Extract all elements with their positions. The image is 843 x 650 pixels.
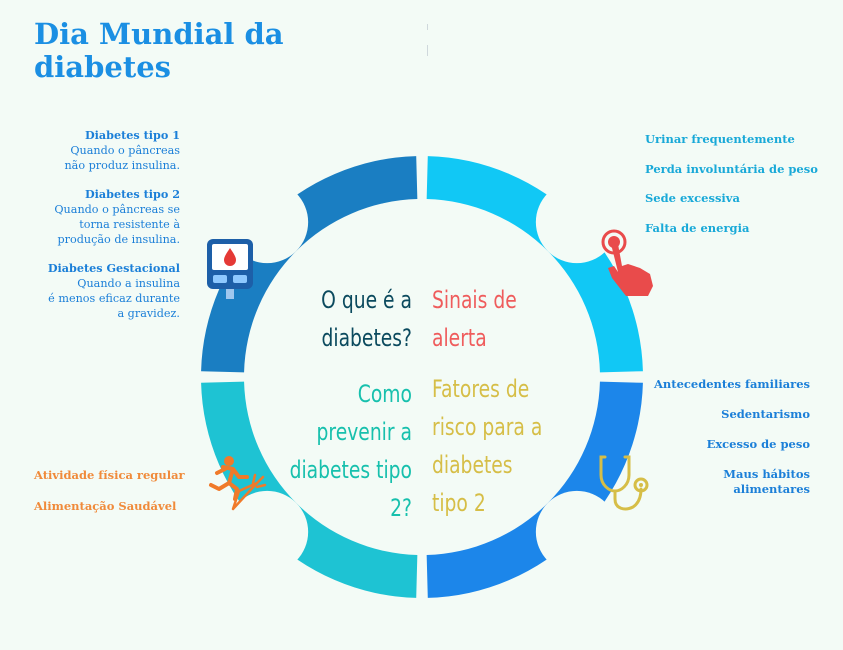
- type-desc: é menos eficaz durante: [48, 292, 180, 305]
- sign-item: Urinar frequentemente: [645, 132, 795, 146]
- prevention-item: Alimentação Saudável: [34, 499, 177, 513]
- prevention-list: [34, 468, 185, 530]
- risk-item: Excesso de peso: [706, 437, 810, 451]
- warning-signs-list: [645, 132, 818, 250]
- sign-item: Sede excessiva: [645, 191, 740, 205]
- type-1-item: [0, 128, 180, 173]
- question-what-is-diabetes: O que é a diabetes?: [321, 286, 412, 352]
- risk-item: Sedentarismo: [721, 407, 810, 421]
- type-2-item: [0, 187, 180, 247]
- type-name: Diabetes tipo 1: [84, 128, 180, 142]
- page-title: Dia Mundial da diabetes: [34, 17, 284, 84]
- question-warning-signs: Sinais de alerta: [432, 286, 517, 352]
- type-desc: torna resistente à: [79, 218, 180, 231]
- diabetes-types-list: [0, 128, 180, 335]
- risk-item: Maus hábitos alimentares: [723, 467, 810, 496]
- risk-factors-list: [630, 377, 810, 512]
- stethoscope-icon: [595, 453, 657, 515]
- type-desc: não produz insulina.: [64, 159, 180, 172]
- type-desc: Quando a insulina: [77, 277, 180, 290]
- sign-item: Perda involuntária de peso: [645, 161, 818, 176]
- question-risk-factors: Fatores de risco para a diabetes tipo 2: [432, 375, 543, 517]
- risk-item: Antecedentes familiares: [653, 377, 810, 391]
- glucose-meter-icon: [205, 237, 255, 301]
- type-name: Diabetes tipo 2: [84, 187, 180, 201]
- type-desc: a gravidez.: [117, 307, 180, 320]
- sign-item: Falta de energia: [645, 220, 750, 235]
- type-desc: Quando o pâncreas se: [54, 203, 180, 216]
- gestational-item: [0, 261, 180, 321]
- pointing-hand-icon: [598, 228, 658, 300]
- type-desc: Quando o pâncreas: [70, 144, 180, 157]
- type-name: Diabetes Gestacional: [47, 261, 180, 275]
- question-how-to-prevent: Como prevenir a diabetes tipo 2?: [289, 380, 412, 522]
- running-person-carrot-icon: [205, 453, 267, 515]
- type-desc: produção de insulina.: [57, 233, 180, 246]
- prevention-item: Atividade física regular: [34, 468, 185, 482]
